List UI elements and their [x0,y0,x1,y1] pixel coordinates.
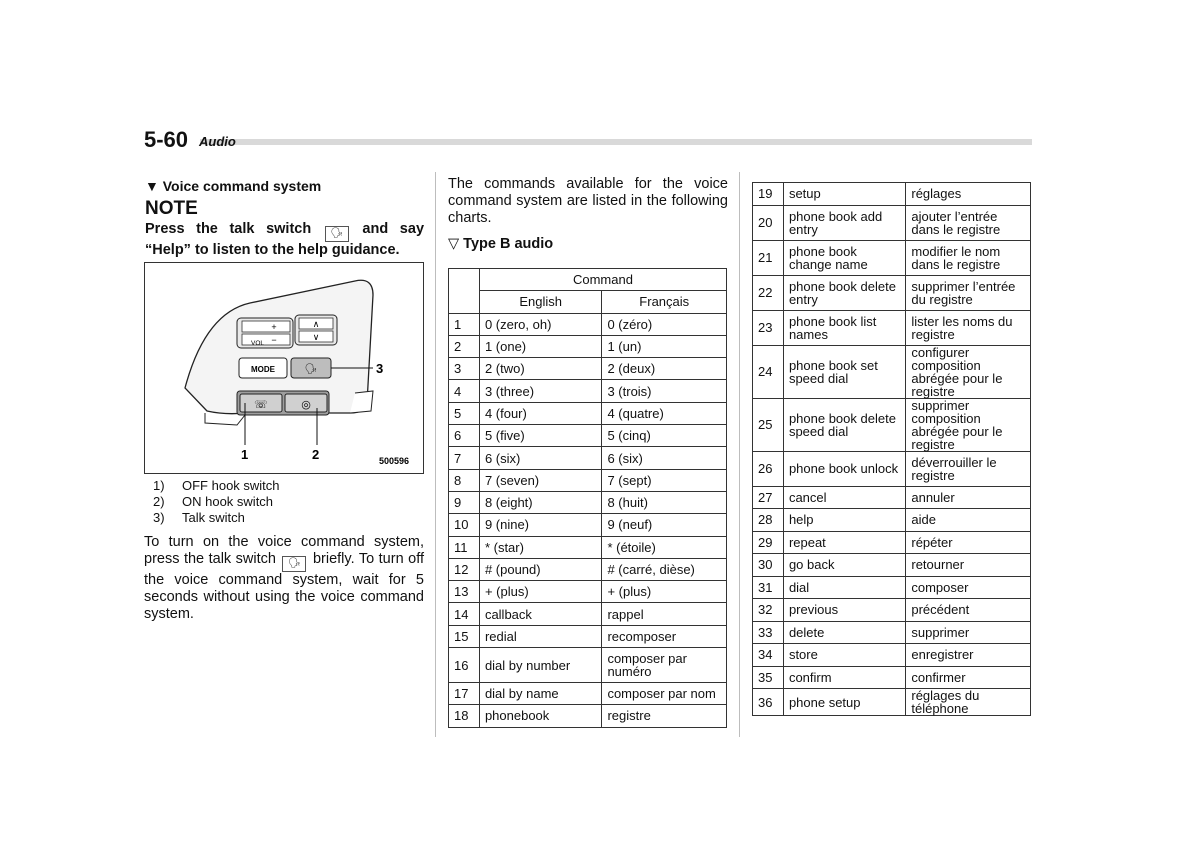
command-english: cancel [783,486,905,509]
command-english: phone book add entry [783,205,905,240]
command-english: 0 (zero, oh) [479,313,602,335]
command-french: enregistrer [906,644,1031,667]
command-french: registre [602,705,727,727]
command-number: 31 [753,576,784,599]
command-french: rappel [602,603,727,625]
callout-2: 2 [312,447,320,462]
table-row [449,380,727,402]
command-french: précédent [906,599,1031,622]
intro-text: The commands available for the voice command system are listed in the following charts. [448,176,728,226]
column-divider [435,172,436,737]
command-french: réglages [906,183,1031,206]
callout-1: 1 [241,447,249,462]
command-number: 9 [449,491,480,513]
command-english: dial by name [479,683,602,705]
command-table-left [448,268,727,728]
command-english: 6 (six) [479,447,602,469]
table-row [753,486,1031,509]
command-french: aide [906,509,1031,532]
table-row [753,240,1031,275]
body-text-after: briefly. To turn off the voice command system, wait for 5 seconds without using the voice command system. [144,551,424,622]
command-english: # (pound) [479,558,602,580]
command-french: # (carré, dièse) [602,558,727,580]
table-row [753,621,1031,644]
caption-item: 2) ON hook switch [153,494,274,509]
command-english: phone setup [783,689,905,716]
caption-list [153,478,280,526]
up-label: ∧ [312,319,320,329]
command-number: 21 [753,240,784,275]
command-number: 20 [753,205,784,240]
table-row [449,581,727,603]
talk-switch-icon: 🗣 [282,556,306,572]
command-number: 4 [449,380,480,402]
command-french: 5 (cinq) [602,425,727,447]
on-hook-icon: ◎ [301,398,311,411]
command-english: repeat [783,531,905,554]
command-french: 8 (huit) [602,491,727,513]
command-english: delete [783,621,905,644]
table-row [753,310,1031,345]
command-number: 12 [449,558,480,580]
command-english: * (star) [479,536,602,558]
table-header-command: Command [479,269,726,291]
table-row [753,509,1031,532]
command-number: 6 [449,425,480,447]
table-row [449,358,727,380]
command-number: 8 [449,469,480,491]
command-french: supprimer l’entrée du registre [906,275,1031,310]
table-header-english: English [479,291,602,313]
command-english: store [783,644,905,667]
table-row [449,313,727,335]
table-row [449,625,727,647]
command-english: dial by number [479,648,602,683]
command-number: 29 [753,531,784,554]
command-english: phone book set speed dial [783,345,905,398]
command-english: 5 (five) [479,425,602,447]
table-row [753,183,1031,206]
table-header-row [449,291,727,313]
command-french: composer [906,576,1031,599]
table-row [449,648,727,683]
command-english: phone book delete speed dial [783,398,905,451]
table-row [449,402,727,424]
figure-code: 500596 [379,456,410,466]
command-number: 35 [753,666,784,689]
table-row [753,689,1031,716]
command-french: 6 (six) [602,447,727,469]
command-number: 23 [753,310,784,345]
command-french: 1 (un) [602,335,727,357]
command-english: 3 (three) [479,380,602,402]
talk-switch-icon: 🗣 [304,364,318,375]
table-row [753,451,1031,486]
command-french: + (plus) [602,581,727,603]
command-english: 7 (seven) [479,469,602,491]
command-number: 25 [753,398,784,451]
table-row [449,514,727,536]
command-french: 2 (deux) [602,358,727,380]
command-number: 32 [753,599,784,622]
caption-item: 3) Talk switch [153,510,245,525]
command-french: 4 (quatre) [602,402,727,424]
off-hook-icon: ☏ [254,398,268,411]
command-english: phonebook [479,705,602,727]
command-french: composer par nom [602,683,727,705]
command-french: annuler [906,486,1031,509]
table-row [449,558,727,580]
command-english: redial [479,625,602,647]
command-number: 13 [449,581,480,603]
command-number: 10 [449,514,480,536]
talk-switch-icon: 🗣 [325,226,349,242]
command-french: configurer composition abrégée pour le registre [906,345,1031,398]
table-row [753,576,1031,599]
vol-label: VOL [251,340,265,347]
table-row [753,599,1031,622]
command-french: modifier le nom dans le registre [906,240,1031,275]
down-label: ∨ [312,332,320,342]
table-row [753,345,1031,398]
command-english: help [783,509,905,532]
steering-switch-figure [144,262,424,474]
command-english: 1 (one) [479,335,602,357]
table-header-number [449,269,480,314]
volume-rocker [237,318,293,348]
command-english: + (plus) [479,581,602,603]
table-row [449,683,727,705]
note-text [145,221,424,259]
command-french: composer par numéro [602,648,727,683]
command-number: 18 [449,705,480,727]
command-french: ajouter l’entrée dans le registre [906,205,1031,240]
command-english: 8 (eight) [479,491,602,513]
header-rule [200,139,1032,145]
command-number: 34 [753,644,784,667]
table-row [753,275,1031,310]
column-divider [739,172,740,737]
voice-command-heading: ▼ Voice command system [145,178,322,194]
note-text-after: and say “Help” to listen to the help guidance. [145,221,425,258]
mode-label: MODE [251,365,275,374]
table-row [753,398,1031,451]
vol-plus-label: + [271,322,277,332]
command-number: 17 [449,683,480,705]
callout-3: 3 [376,361,384,376]
table-row [449,491,727,513]
steering-switch-illustration [145,263,423,473]
table-row [449,705,727,727]
command-number: 5 [449,402,480,424]
command-english: callback [479,603,602,625]
command-number: 36 [753,689,784,716]
command-english: go back [783,554,905,577]
table-row [753,666,1031,689]
command-french: * (étoile) [602,536,727,558]
command-number: 24 [753,345,784,398]
body-text-before: To turn on the voice command system, press the talk switch [144,534,424,567]
vol-minus-label: − [271,335,277,345]
command-english: phone book change name [783,240,905,275]
command-french: réglages du téléphone [906,689,1031,716]
command-number: 1 [449,313,480,335]
command-english: 9 (nine) [479,514,602,536]
command-number: 30 [753,554,784,577]
command-french: confirmer [906,666,1031,689]
table-row [449,425,727,447]
command-number: 28 [753,509,784,532]
table-row [753,531,1031,554]
command-french: recomposer [602,625,727,647]
command-french: 9 (neuf) [602,514,727,536]
command-number: 16 [449,648,480,683]
table-header-french: Français [602,291,727,313]
page-number: 5-60 [144,127,189,152]
command-number: 33 [753,621,784,644]
command-french: 7 (sept) [602,469,727,491]
table-row [753,205,1031,240]
command-english: confirm [783,666,905,689]
table-row [753,554,1031,577]
command-french: lister les noms du registre [906,310,1031,345]
type-b-heading: ▽ Type B audio [448,236,554,252]
command-french: supprimer [906,621,1031,644]
table-row [449,335,727,357]
command-number: 3 [449,358,480,380]
command-number: 26 [753,451,784,486]
command-french: supprimer composition abrégée pour le registre [906,398,1031,451]
command-english: 4 (four) [479,402,602,424]
table-header-row [449,269,727,291]
caption-item: 1) OFF hook switch [153,478,280,493]
command-english: phone book list names [783,310,905,345]
command-french: 0 (zéro) [602,313,727,335]
command-french: retourner [906,554,1031,577]
note-text-before: Press the talk switch [145,221,312,237]
command-english: phone book unlock [783,451,905,486]
command-english: 2 (two) [479,358,602,380]
command-english: setup [783,183,905,206]
note-heading: NOTE [145,198,198,219]
command-english: phone book delete entry [783,275,905,310]
section-label: Audio [199,134,236,149]
seek-rocker [295,315,337,345]
command-number: 27 [753,486,784,509]
body-text [144,534,424,623]
command-french: déverrouiller le registre [906,451,1031,486]
table-row [449,603,727,625]
command-french: 3 (trois) [602,380,727,402]
command-number: 19 [753,183,784,206]
command-number: 2 [449,335,480,357]
table-row [753,644,1031,667]
command-table-right [752,182,1031,716]
command-french: répéter [906,531,1031,554]
command-number: 22 [753,275,784,310]
table-row [449,469,727,491]
command-number: 11 [449,536,480,558]
command-english: dial [783,576,905,599]
command-number: 15 [449,625,480,647]
command-english: previous [783,599,905,622]
command-number: 7 [449,447,480,469]
table-row [449,447,727,469]
table-row [449,536,727,558]
command-number: 14 [449,603,480,625]
